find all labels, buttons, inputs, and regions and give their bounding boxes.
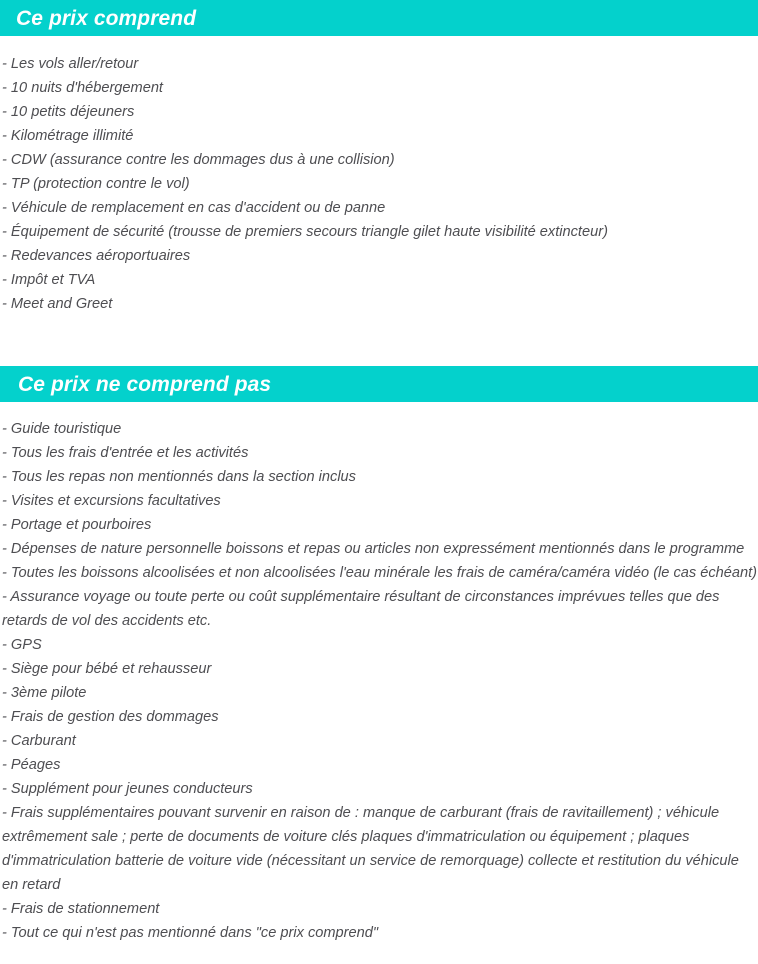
list-item: - Supplément pour jeunes conducteurs xyxy=(2,781,253,797)
list-item: - Frais de stationnement xyxy=(2,901,160,917)
list-item: - 10 nuits d'hébergement xyxy=(2,80,163,96)
list-item: - Redevances aéroportuaires xyxy=(2,248,191,264)
section-header-not-included xyxy=(0,366,758,402)
list-item: - 10 petits déjeuners xyxy=(2,104,135,120)
list-item: - Dépenses de nature personnelle boissons et repas ou articles non expressément mentionnés dans le programme xyxy=(2,541,745,557)
list-item: - Meet and Greet xyxy=(2,296,113,312)
section-header-included xyxy=(0,0,758,36)
list-item: - Impôt et TVA xyxy=(2,272,96,288)
list-item: - Guide touristique xyxy=(2,421,122,437)
list-item: - Carburant xyxy=(2,733,76,749)
section-divider-space xyxy=(0,316,758,366)
list-item: - Péages xyxy=(2,757,61,773)
list-item: - Équipement de sécurité (trousse de premiers secours triangle gilet haute visibilité extincteur) xyxy=(2,224,608,240)
list-item: - Siège pour bébé et rehausseur xyxy=(2,661,212,677)
list-item: - Kilométrage illimité xyxy=(2,128,134,144)
section-body-not-included xyxy=(0,402,758,945)
list-item: - Visites et excursions facultatives xyxy=(2,493,221,509)
list-item: - Véhicule de remplacement en cas d'accident ou de panne xyxy=(2,200,386,216)
list-item: - Tout ce qui n'est pas mentionné dans "ce prix comprend" xyxy=(2,925,379,941)
list-item: - Les vols aller/retour xyxy=(2,56,139,72)
list-item: - Tous les frais d'entrée et les activités xyxy=(2,445,249,461)
list-item: - Toutes les boissons alcoolisées et non alcoolisées l'eau minérale les frais de caméra/caméra vidéo (le cas échéant) xyxy=(2,565,758,581)
list-item: - GPS xyxy=(2,637,42,653)
section-title-included: Ce prix comprend xyxy=(16,6,197,30)
list-item: - Frais de gestion des dommages xyxy=(2,709,219,725)
list-item: - Frais supplémentaires pouvant survenir en raison de : manque de carburant (frais de ravitaillement) ; véhicule extrêmement sale ; perte de documents de voiture clés plaques d'immatriculation ou équipement ; plaques d'immatriculation batterie de voiture vide (nécessitant un service de remorquage) collecte et restitution du véhicule en retard xyxy=(2,805,739,893)
section-title-not-included: Ce prix ne comprend pas xyxy=(18,372,272,396)
list-item: - Portage et pourboires xyxy=(2,517,152,533)
list-item: - 3ème pilote xyxy=(2,685,87,701)
list-item: - Tous les repas non mentionnés dans la section inclus xyxy=(2,469,356,485)
list-item: - Assurance voyage ou toute perte ou coût supplémentaire résultant de circonstances imprévues telles que des retards de vol des accidents etc. xyxy=(2,589,720,629)
list-item: - TP (protection contre le vol) xyxy=(2,176,190,192)
section-body-included xyxy=(0,36,758,316)
list-item: - CDW (assurance contre les dommages dus à une collision) xyxy=(2,152,395,168)
